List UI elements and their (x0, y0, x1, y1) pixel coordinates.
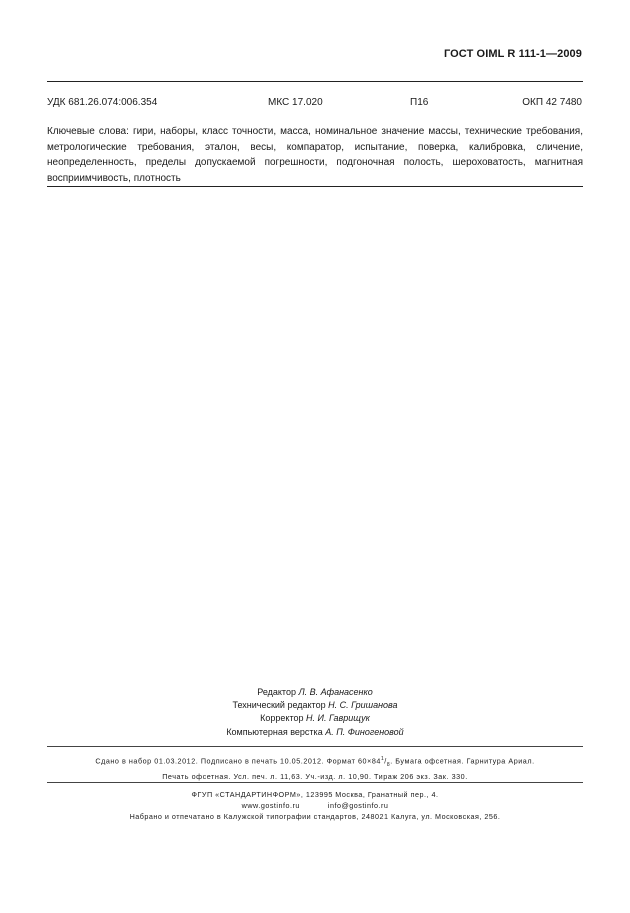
website-link[interactable]: www.gostinfo.ru (241, 801, 300, 811)
credit-layout (0, 726, 630, 739)
credit-technical-editor (0, 699, 630, 712)
printing-house: Набрано и отпечатано в Калужской типографии стандартов, 248021 Калуга, ул. Московская, 256. (129, 812, 501, 822)
publisher-address: ФГУП «СТАНДАРТИНФОРМ», 123995 Москва, Гранатный пер., 4. (191, 790, 439, 799)
standard-designation: ГОСТ OIML R 111-1—2009 (443, 48, 582, 60)
imprint-line-2: Печать офсетная. Усл. печ. л. 11,63. Уч.-изд. л. 10,90. Тираж 206 экз. Зак. 330. (162, 772, 468, 782)
imprint-block (60, 753, 570, 783)
email-link[interactable]: info@gostinfo.ru (327, 801, 389, 811)
imprint-text: Сдано в набор 01.03.2012. Подписано в печать 10.05.2012. Формат (95, 756, 356, 766)
imprint-line-1: Сдано в набор 01.03.2012. Подписано в печать 10.05.2012. Формат $60\times 84^1/_8$. Бумага офсетная. Гарнитура Ариал. (95, 756, 535, 768)
okp-code: ОКП 42 7480 (522, 97, 582, 108)
credits-block (0, 686, 630, 739)
credit-name: Н. И. Гаврищук (306, 713, 370, 724)
credit-role: Редактор (257, 687, 296, 697)
credit-name: А. П. Финогеновой (325, 726, 404, 737)
credit-name: Л. В. Афанасенко (298, 687, 373, 697)
keywords-paragraph: Ключевые слова: гири, наборы, класс точности, масса, номинальное значение массы, технические требования, метрологические требования, эталон, весы, компаратор, испытание, поверка, калибровка, сличение, неопределенность, пределы допускаемой погрешности, подгоночная полость, шероховатость, магнитная восприимчивость, плотность (47, 126, 583, 184)
credit-name: Н. С. Гришанова (328, 700, 398, 711)
paper-format: 60×84 (358, 756, 381, 766)
credit-role: Компьютерная верстка (226, 726, 323, 737)
publisher-block (60, 789, 570, 823)
imprint-divider (47, 782, 583, 783)
fraction-numerator: 1 (380, 756, 385, 762)
fraction-denominator: 8 (386, 761, 391, 768)
credit-role: Корректор (260, 713, 304, 724)
publisher-contacts (60, 800, 570, 811)
credit-proofreader (0, 712, 630, 725)
header-divider (47, 81, 583, 82)
mks-code: МКС 17.020 (268, 97, 323, 108)
credits-divider (47, 746, 583, 747)
imprint-text: . Бумага офсетная. Гарнитура Ариал. (390, 756, 535, 766)
p-code: П16 (410, 97, 429, 108)
keywords-divider (47, 186, 583, 187)
udk-code: УДК 681.26.074:006.354 (47, 97, 158, 108)
credit-editor (0, 686, 630, 699)
credit-role: Технический редактор (232, 700, 326, 711)
